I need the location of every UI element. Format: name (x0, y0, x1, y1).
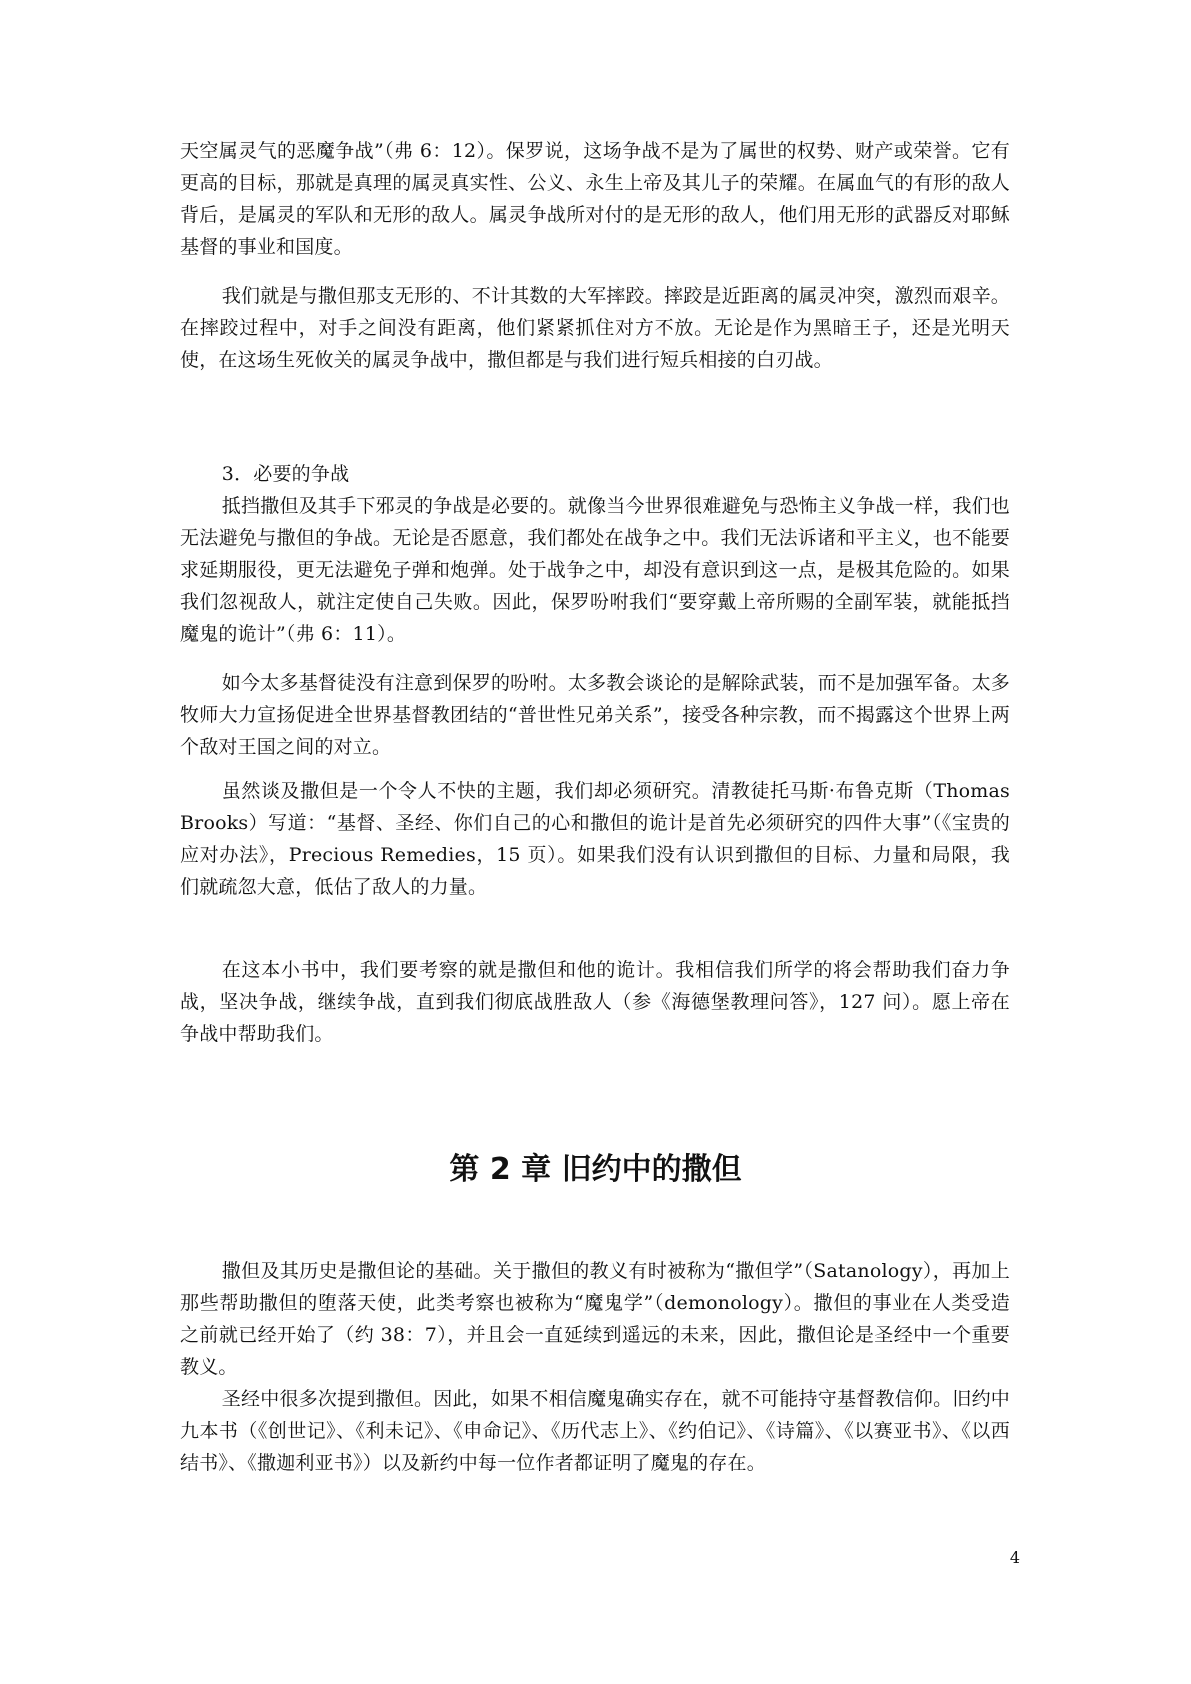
section-heading: 3．必要的争战 (221, 463, 350, 485)
paragraph-block-3 (180, 458, 1010, 650)
chapter-body (180, 1255, 1010, 1479)
paragraph-block-5 (180, 775, 1010, 903)
paragraph: 虽然谈及撒但是一个令人不快的主题，我们却必须研究。清教徒托马斯·布鲁克斯（Thomas Brooks）写道：“基督、圣经、你们自己的心和撒但的诡计是首先必须研究的四件大事”（《宝贵的应对办法》，Precious Remedies，15 页）。如果我们没有认识到撒但的目标、力量和局限，我们就疏忽大意，低估了敌人的力量。 (180, 780, 1010, 898)
paragraph: 我们就是与撒但那支无形的、不计其数的大军摔跤。摔跤是近距离的属灵冲突，激烈而艰辛。在摔跤过程中，对手之间没有距离，他们紧紧抓住对方不放。无论是作为黑暗王子，还是光明天使，在这场生死攸关的属灵争战中，撒但都是与我们进行短兵相接的白刃战。 (180, 285, 1010, 371)
paragraph-block-4 (180, 667, 1010, 763)
paragraph: 在这本小书中，我们要考察的就是撒但和他的诡计。我相信我们所学的将会帮助我们奋力争战，坚决争战，继续争战，直到我们彻底战胜敌人（参《海德堡教理问答》，127 问）。愿上帝在争战中帮助我们。 (180, 959, 1010, 1045)
paragraph: 撒但及其历史是撒但论的基础。关于撒但的教义有时被称为“撒但学”（Satanology），再加上那些帮助撒但的堕落天使，此类考察也被称为“魔鬼学”（demonology）。撒但的事业在人类受造之前就已经开始了（约 38：7），并且会一直延续到遥远的未来，因此，撒但论是圣经中一个重要教义。 (180, 1260, 1010, 1378)
paragraph-block-6 (180, 954, 1010, 1050)
paragraph-block-2 (180, 280, 1010, 376)
chapter-title: 第 2 章 旧约中的撒但 (449, 1152, 742, 1187)
page-number: 4 (1009, 1548, 1020, 1567)
paragraph: 圣经中很多次提到撒但。因此，如果不相信魔鬼确实存在，就不可能持守基督教信仰。旧约中九本书（《创世记》、《利未记》、《申命记》、《历代志上》、《约伯记》、《诗篇》、《以赛亚书》、《以西结书》、《撒迦利亚书》）以及新约中每一位作者都证明了魔鬼的存在。 (180, 1388, 1010, 1474)
paragraph: 天空属灵气的恶魔争战”（弗 6：12）。保罗说，这场争战不是为了属世的权势、财产或荣誉。它有更高的目标，那就是真理的属灵真实性、公义、永生上帝及其儿子的荣耀。在属血气的有形的敌人背后，是属灵的军队和无形的敌人。属灵争战所对付的是无形的敌人，他们用无形的武器反对耶稣基督的事业和国度。 (180, 140, 1010, 258)
paragraph: 如今太多基督徒没有注意到保罗的吩咐。太多教会谈论的是解除武装，而不是加强军备。太多牧师大力宣扬促进全世界基督教团结的“普世性兄弟关系”，接受各种宗教，而不揭露这个世界上两个敌对王国之间的对立。 (180, 672, 1010, 758)
paragraph-block-1 (180, 135, 1010, 263)
paragraph: 抵挡撒但及其手下邪灵的争战是必要的。就像当今世界很难避免与恐怖主义争战一样，我们也无法避免与撒但的争战。无论是否愿意，我们都处在战争之中。我们无法诉诸和平主义，也不能要求延期服役，更无法避免子弹和炮弹。处于战争之中，却没有意识到这一点，是极其危险的。如果我们忽视敌人，就注定使自己失败。因此，保罗吩咐我们“要穿戴上帝所赐的全副军装，就能抵挡魔鬼的诡计”（弗 6：11）。 (180, 495, 1010, 645)
